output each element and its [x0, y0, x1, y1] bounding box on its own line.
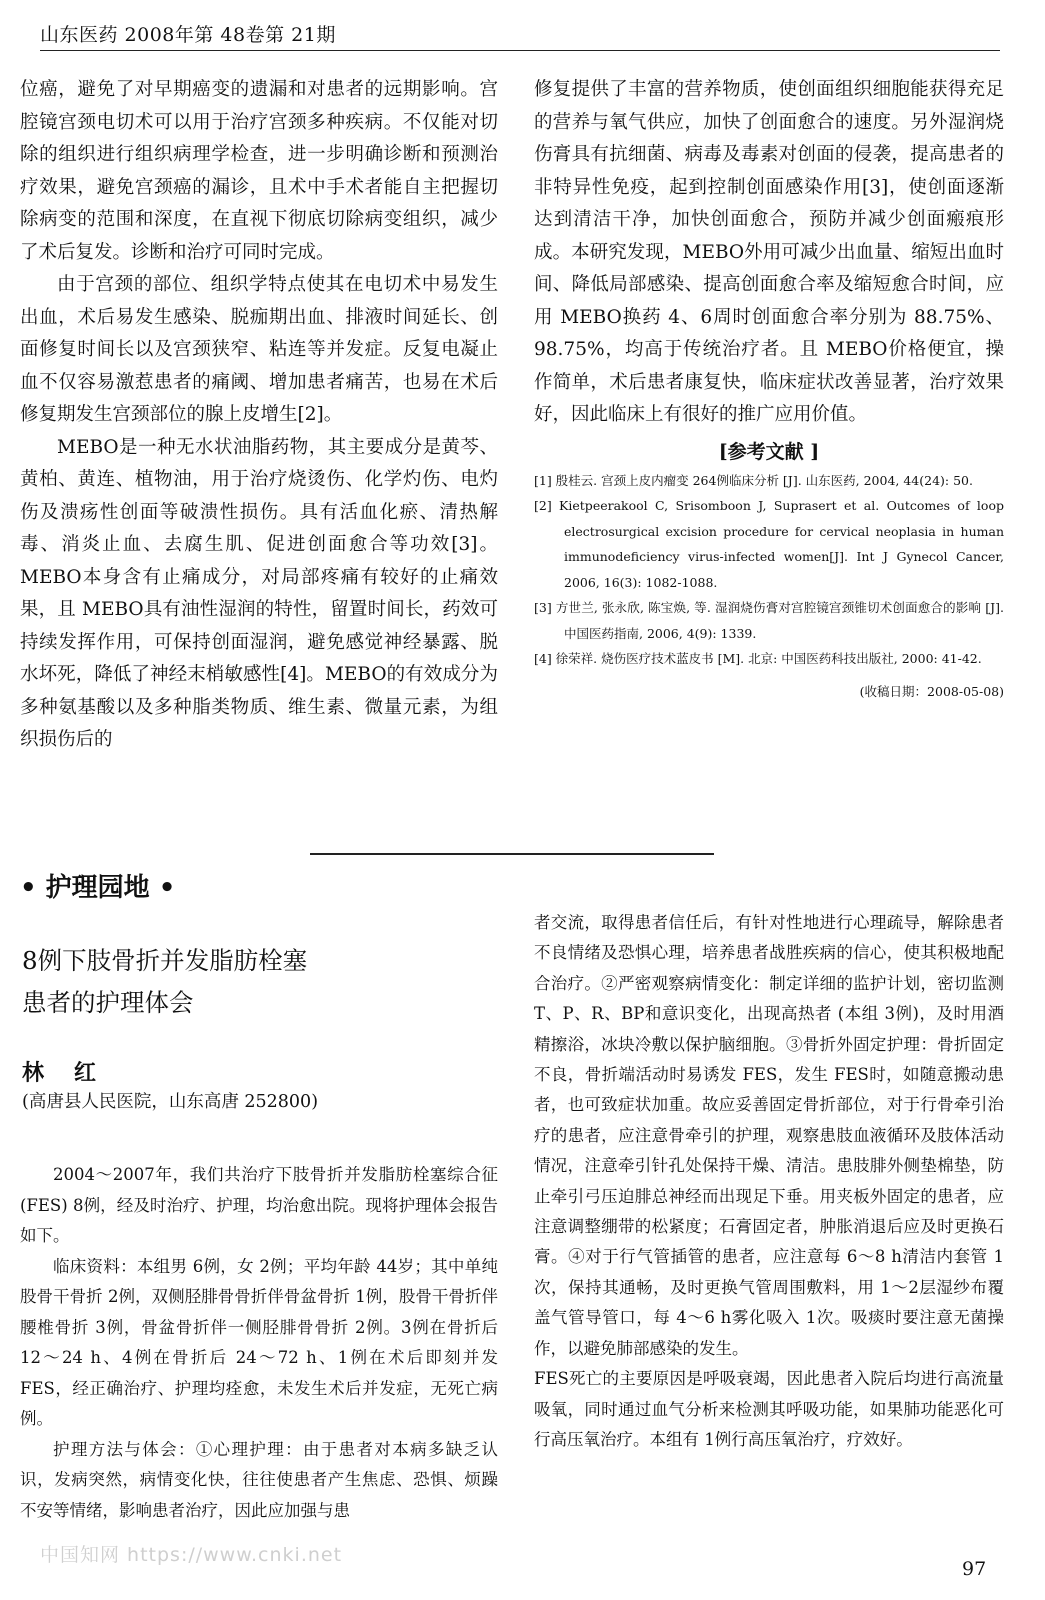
- reference-item: [3] 方世兰, 张永欣, 陈宝焕, 等. 湿润烧伤膏对宫腔镜宫颈锥切术创面愈合的影响 [J]. 中国医药指南, 2006, 4(9): 1339.: [534, 600, 1004, 641]
- paragraph: 者交流，取得患者信任后，有针对性地进行心理疏导，解除患者不良情绪及恐惧心理，培养患者战胜疾病的信心，使其积极地配合治疗。②严密观察病情变化：制定详细的监护计划，密切监测 T、P、R、BP和意识变化，出现高热者 (本组 3例)，及时用酒精擦浴，冰块冷敷以保护脑细胞。③骨折外固定护理：骨折固定不良，骨折端活动时易诱发 FES，发生 FES时，如随意搬动患者，也可致症状加重。故应妥善固定骨折部位，对于行骨牵引治疗的患者，应注意骨牵引的护理，观察患肢血液循环及肢体活动情况，注意牵引针孔处保持干燥、清洁。患肢腓外侧垫棉垫，防止牵引弓压迫腓总神经而出现足下垂。用夹板外固定的患者，应注意调整绷带的松紧度；石膏固定者，肿胀消退后应及时更换石膏。④对于行气管插管的患者，应注意每 6～8 h清洁内套管 1次，保持其通畅，及时更换气管周围敷料，用 1～2层湿纱布覆盖气管导管口，每 4～6 h雾化吸入 1次。吸痰时要注意无菌操作，以避免肺部感染的发生。: [534, 913, 1004, 1358]
- references-title: [参考文献 ]: [718, 440, 820, 463]
- author-name: 林 红: [22, 1060, 101, 1086]
- bottom-left-column: [20, 1160, 498, 1526]
- reference-item: [4] 徐荣祥. 烧伤医疗技术蓝皮书 [M]. 北京: 中国医药科技出版社, 2000: 41-42.: [534, 651, 982, 666]
- top-left-column: [20, 74, 498, 757]
- page-number: 97: [962, 1558, 987, 1580]
- article-title-line: 患者的护理体会: [22, 988, 194, 1017]
- section-divider: [310, 853, 714, 855]
- section-label: • 护理园地 •: [20, 873, 176, 903]
- paragraph: 2004～2007年，我们共治疗下肢骨折并发脂肪栓塞综合征 (FES) 8例，经及时治疗、护理，均治愈出院。现将护理体会报告如下。: [20, 1165, 498, 1245]
- paragraph: 护理方法与体会：①心理护理：由于患者对本病多缺乏认识，发病突然，病情变化快，往往使患者产生焦虑、恐惧、烦躁不安等情绪，影响患者治疗，因此应加强与患: [20, 1439, 498, 1520]
- paragraph: MEBO是一种无水状油脂药物，其主要成分是黄芩、黄柏、黄连、植物油，用于治疗烧烫伤、化学灼伤、电灼伤及溃疡性创面等破溃性损伤。具有活血化瘀、清热解毒、消炎止血、去腐生肌、促进创面愈合等功效[3]。MEBO本身含有止痛成分，对局部疼痛有较好的止痛效果，且 MEBO具有油性湿润的特性，留置时间长，药效可持续发挥作用，可保持创面湿润，避免感觉神经暴露、脱水坏死，降低了神经末梢敏感性[4]。MEBO的有效成分为多种氨基酸以及多种脂类物质、维生素、微量元素，为组织损伤后的: [20, 436, 498, 750]
- author-affiliation: (高唐县人民医院，山东高唐 252800): [22, 1092, 319, 1112]
- top-right-column: [534, 74, 1004, 706]
- paragraph: 位癌，避免了对早期癌变的遗漏和对患者的远期影响。宫腔镜宫颈电切术可以用于治疗宫颈多种疾病。不仅能对切除的组织进行组织病理学检查，进一步明确诊断和预测治疗效果，避免宫颈癌的漏诊，且术中手术者能自主把握切除病变的范围和深度，在直视下彻底切除病变组织，减少了术后复发。诊断和治疗可同时完成。: [20, 79, 498, 263]
- running-header: [40, 20, 1000, 51]
- reference-item: [2] Kietpeerakool C, Srisomboon J, Suprasert et al. Outcomes of loop electrosurgical excision procedure for cervical neoplasia in human immunodeficiency virus-infected women[J]. Int J Gynecol Cancer, 2006, 16(3): 1082-1088.: [534, 498, 1004, 590]
- received-date: (收稿日期：2008-05-08): [859, 683, 1004, 699]
- paragraph: 临床资料：本组男 6例，女 2例；平均年龄 44岁；其中单纯股骨干骨折 2例，双侧胫腓骨骨折伴骨盆骨折 1例，股骨干骨折伴腰椎骨折 3例，骨盆骨折伴一侧胫腓骨骨折 2例。3例在骨折后 12～24 h、4例在骨折后 24～72 h、1例在术后即刻并发 FES，经正确治疗、护理均痊愈，未发生术后并发症，无死亡病例。: [20, 1256, 498, 1428]
- article-title-line: 8例下肢骨折并发脂肪栓塞: [22, 946, 308, 975]
- reference-item: [1] 殷桂云. 宫颈上皮内瘤变 264例临床分析 [J]. 山东医药, 2004, 44(24): 50.: [534, 472, 973, 488]
- journal-header: 山东医药 2008年第 48卷第 21期: [40, 24, 336, 46]
- article-title: [22, 940, 502, 1024]
- watermark: 中国知网 https://www.cnki.net: [40, 1544, 343, 1566]
- paragraph: 修复提供了丰富的营养物质，使创面组织细胞能获得充足的营养与氧气供应，加快了创面愈合的速度。另外湿润烧伤膏具有抗细菌、病毒及毒素对创面的侵袭，提高患者的非特异性免疫，起到控制创面感染作用[3]，使创面逐渐达到清洁干净，加快创面愈合，预防并减少创面瘢痕形成。本研究发现，MEBO外用可减少出血量、缩短出血时间、降低局部感染、提高创面愈合率及缩短愈合时间，应用 MEBO换药 4、6周时创面愈合率分别为 88.75%、98.75%，均高于传统治疗者。且 MEBO价格便宜，操作简单，术后患者康复快，临床症状改善显著，治疗效果好，因此临床上有很好的推广应用价值。: [534, 79, 1004, 425]
- paragraph: FES死亡的主要原因是呼吸衰竭，因此患者入院后均进行高流量吸氧，同时通过血气分析来检测其呼吸功能，如果肺功能恶化可行高压氧治疗。本组有 1例行高压氧治疗，疗效好。: [534, 1369, 1004, 1449]
- bottom-right-column: [534, 908, 1004, 1455]
- paragraph: 由于宫颈的部位、组织学特点使其在电切术中易发生出血，术后易发生感染、脱痂期出血、排液时间延长、创面修复时间长以及宫颈狭窄、粘连等并发症。反复电凝止血不仅容易激惹患者的痛阈、增加患者痛苦，也易在术后修复期发生宫颈部位的腺上皮增生[2]。: [20, 274, 498, 425]
